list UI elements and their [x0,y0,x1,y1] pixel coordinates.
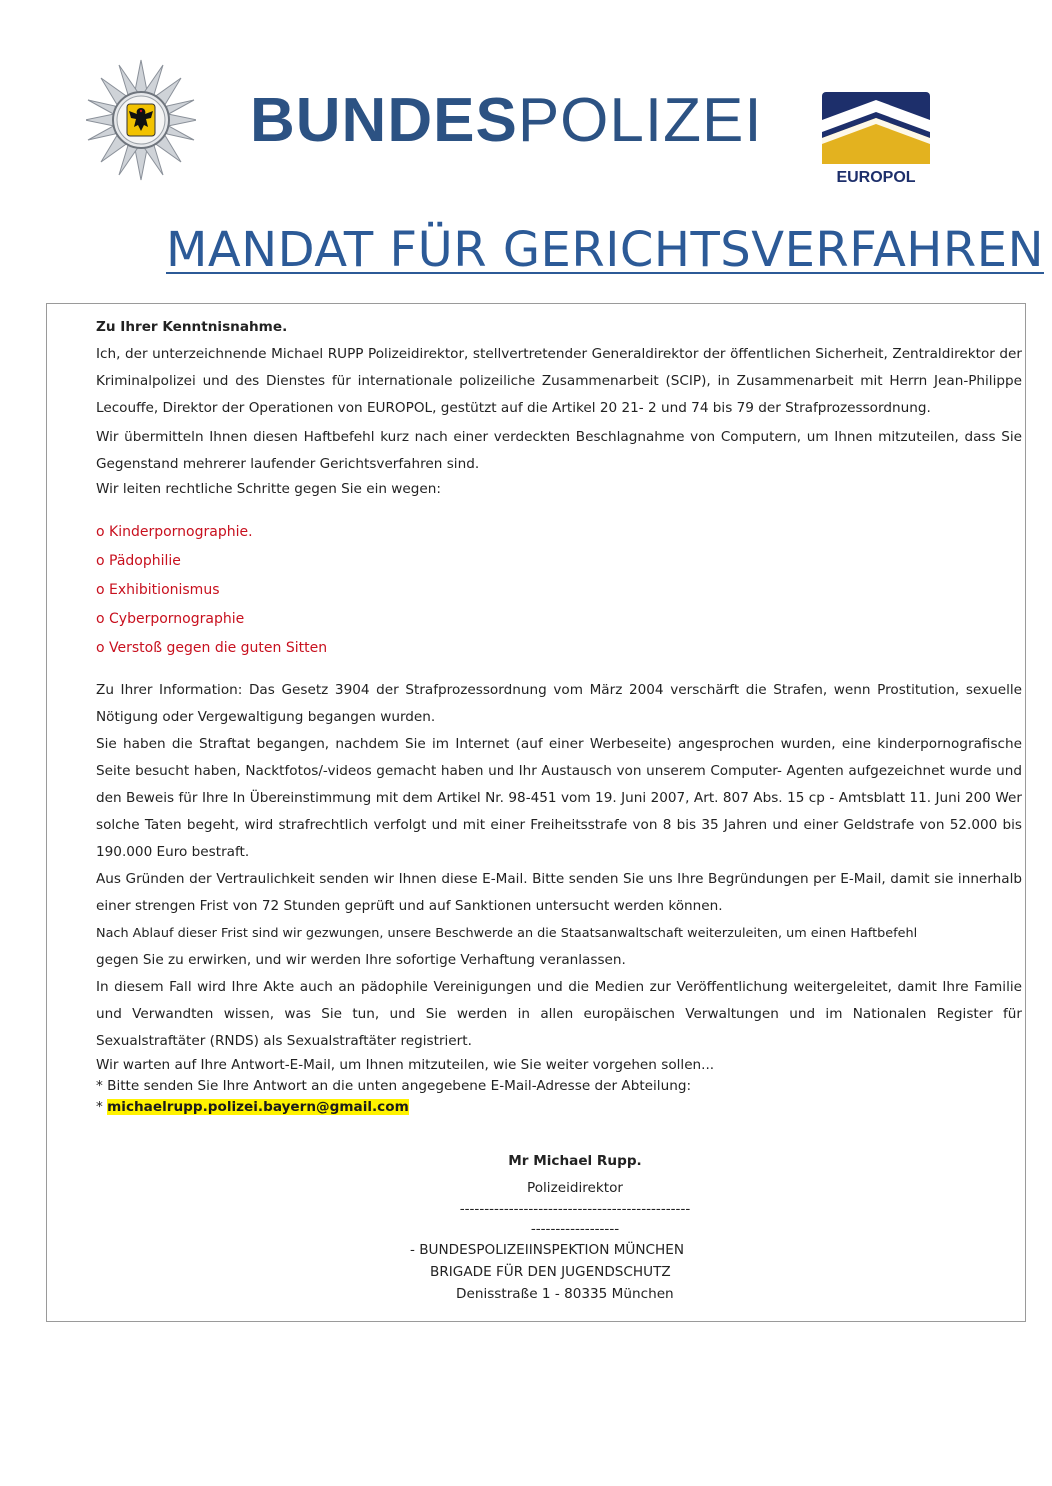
reply-note: * Bitte senden Sie Ihre Antwort an die unten angegebene E-Mail-Adresse der Abteilung: [96,1078,692,1094]
charge-item: o Verstoß gegen die guten Sitten [96,640,328,656]
offense-paragraph: Sie haben die Straftat begangen, nachdem Sie im Internet (auf einer Werbeseite) angesprochen wurden, eine kinderpornografische Seite besucht haben, Nacktfotos/-videos gemacht haben und Ihr Austausch von unserem Computer- Agenten aufgezeichnet wurde und den Beweis für Ihre In Übereinstimmung mit dem Artikel Nr. 98-451 vom 19. Juni 2007, Art. 807 Abs. 15 cp - Amtsblatt 11. Juni 200 Wer solche Taten begeht, wird strafrechtlich verfolgt und mit einer Freiheitsstrafe von 8 bis 35 Jahren und einer Geldstrafe von 52.000 bis 190.000 Euro bestraft. [96,736,1022,860]
postal-address: Denisstraße 1 - 80335 München [456,1286,674,1302]
deadline-line-2: gegen Sie zu erwirken, und wir werden Ihre sofortige Verhaftung veranlassen. [96,952,626,968]
bundespolizei-star-emblem [86,58,196,182]
unit-name: - BUNDESPOLIZEIINSPEKTION MÜNCHEN [410,1242,685,1258]
case-file-paragraph: In diesem Fall wird Ihre Akte auch an pädophile Vereinigungen und die Medien zur Veröffentlichung weitergeleitet, damit Ihre Familie und Verwandten wissen, was Sie tun, und Sie werden in allen europäischen Verwaltungen und im Nationalen Register für Sexualstraftäter (RNDS) als Sexualstraftäter registriert. [96,979,1022,1049]
brand-bold-text: BUNDES [250,86,518,155]
bundespolizei-wordmark [250,86,763,156]
charges-intro: Wir leiten rechtliche Schritte gegen Sie ein wegen: [96,481,441,497]
email-prefix: * [96,1099,103,1115]
europol-label: EUROPOL [836,169,916,186]
warrant-paragraph: Wir übermitteln Ihnen diesen Haftbefehl kurz nach einer verdeckten Beschlagnahme von Computern, um Ihnen mitzuteilen, dass Sie Gegenstand mehrerer laufender Gerichtsverfahren sind. [96,429,1022,472]
confidentiality-paragraph: Aus Gründen der Vertraulichkeit senden wir Ihnen diese E-Mail. Bitte senden Sie uns Ihre Begründungen per E-Mail, damit sie innerhalb einer strengen Frist von 72 Stunden geprüft und auf Sanktionen untersucht werden können. [96,871,1022,914]
email-line [96,1097,1022,1118]
info-paragraph: Zu Ihrer Information: Das Gesetz 3904 der Strafprozessordnung vom März 2004 verschärft die Strafen, wenn Prostitution, sexuelle Nötigung oder Vergewaltigung begangen wurden. [96,682,1022,725]
signature-block [380,1148,770,1236]
intro-paragraph: Ich, der unterzeichnende Michael RUPP Polizeidirektor, stellvertretender Generaldirektor der öffentlichen Sicherheit, Zentraldirektor der Kriminalpolizei und des Dienstes für internationale polizeiliche Zusammenarbeit (SCIP), in Zusammenarbeit mit Herrn Jean-Philippe Lecouffe, Direktor der Operationen von EUROPOL, gestützt auf die Artikel 20 21- 2 und 74 bis 79 der Strafprozessordnung. [96,346,1022,416]
letter-body [96,314,1022,1118]
deadline-line-1: Nach Ablauf dieser Frist sind wir gezwungen, unsere Beschwerde an die Staatsanwaltschaft weiterzuleiten, um einen Haftbefehl [96,926,918,941]
charge-item: o Kinderpornographie. [96,524,253,540]
await-line: Wir warten auf Ihre Antwort-E-Mail, um Ihnen mitzuteilen, wie Sie weiter vorgehen sollen... [96,1057,715,1073]
signature-dash-line: ----------------------------------------------- [459,1201,691,1217]
charge-item: o Exhibitionismus [96,582,220,598]
signer-role: Polizeidirektor [526,1180,624,1196]
charge-item: o Pädophilie [96,553,181,569]
page-title: MANDAT FÜR GERICHTSVERFAHREN [166,222,1044,278]
signer-name: Mr Michael Rupp. [508,1153,642,1169]
charge-item: o Cyberpornographie [96,611,245,627]
contact-email[interactable]: michaelrupp.polizei.bayern@gmail.com [107,1099,409,1115]
brigade-name: BRIGADE FÜR DEN JUGENDSCHUTZ [430,1264,671,1280]
signature-dash-line-short: ------------------ [530,1221,620,1237]
brand-light-text: POLIZEI [517,86,763,155]
europol-logo [820,90,932,186]
greeting: Zu Ihrer Kenntnisnahme. [96,319,288,335]
charges-list [96,518,1022,663]
